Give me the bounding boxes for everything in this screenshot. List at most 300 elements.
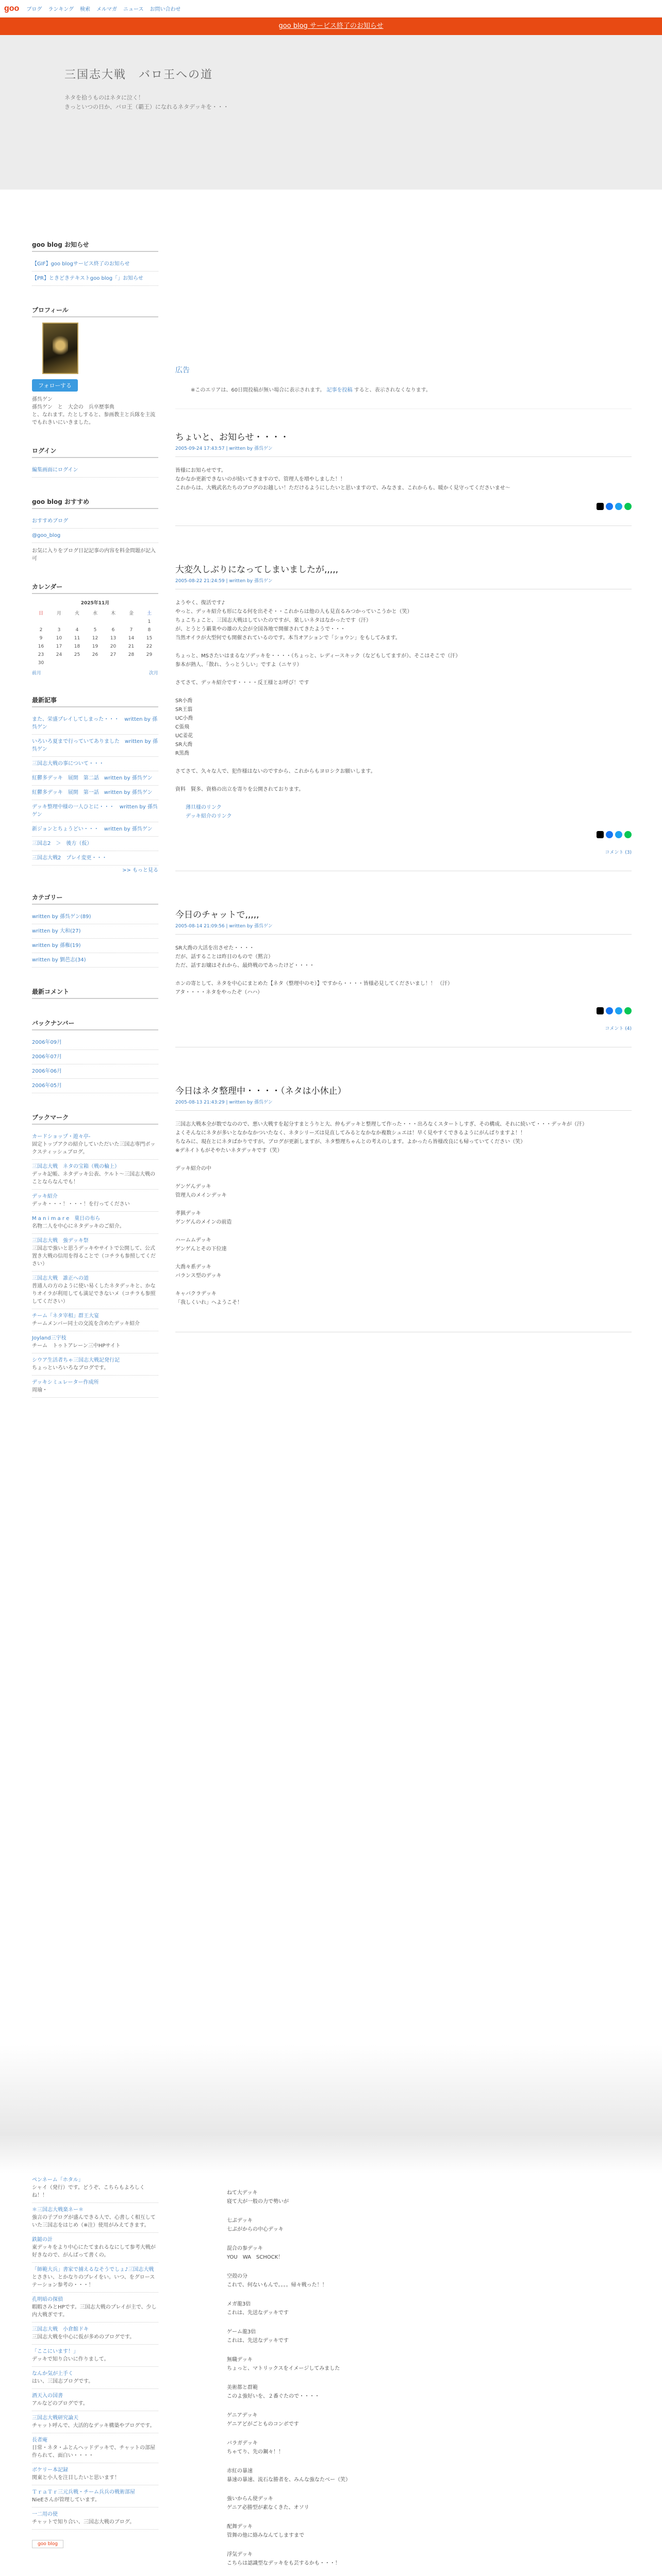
calendar-day: 15 xyxy=(146,636,153,641)
calendar-day: 21 xyxy=(128,644,135,649)
bookmark-link[interactable]: 酒天入の国書 xyxy=(32,2393,63,2399)
category-item-link[interactable]: written by 孫権(19) xyxy=(32,943,81,948)
info-item[interactable]: 【PR】ときどきテキストgoo blog「」お知らせ xyxy=(32,276,143,281)
goo-top-bar xyxy=(0,0,662,18)
line-share-icon[interactable] xyxy=(624,503,632,510)
info-item[interactable]: 【GIF】goo blogサービス終了のお知らせ xyxy=(32,261,130,267)
deck-entry-desc: ゲニアどがごとものコンボです xyxy=(227,2421,299,2427)
deck-list-continued xyxy=(227,2189,588,2576)
article-paragraph xyxy=(175,652,632,669)
calendar-next[interactable]: 次月 xyxy=(148,671,158,676)
goo-nav-news[interactable]: ニュース xyxy=(123,7,144,12)
bookmark-link[interactable]: 鉄鎚の計 xyxy=(32,2237,53,2243)
deck-entry-desc: ゲニア必勝型が素なくきた、オソリ xyxy=(227,2505,309,2511)
comment-link[interactable]: コメント (3) xyxy=(605,850,632,855)
calendar-day: 16 xyxy=(38,644,44,649)
calendar-day: 30 xyxy=(38,660,44,666)
calendar-day: 24 xyxy=(56,652,62,657)
article-line: 参本が熱人、「散れ、うっとうしい」ですよ（ニヤリ） xyxy=(175,662,302,668)
recent-item xyxy=(32,757,158,771)
calendar-weekday: 土 xyxy=(146,611,152,616)
deck-entry-desc: これは、先送なデッキです xyxy=(227,2310,289,2316)
recent-item-link[interactable]: いろいろ夏まで行っていてありました written by 孫呉ゲン xyxy=(32,739,158,752)
deck-entry-name[interactable]: 大喬々系デッキ xyxy=(175,1264,211,1270)
article-paragraph xyxy=(175,679,632,687)
bookmark-link[interactable]: 三国志大戦 小倉館ドキ xyxy=(32,2327,89,2332)
bookmark-heading: ブックマーク xyxy=(32,1109,158,1125)
calendar-day: 2 xyxy=(39,628,43,633)
bookmark-link[interactable]: M a n i m a r e 菓日の布ら xyxy=(32,1216,101,1222)
article-link[interactable]: デッキ紹介のリンク xyxy=(186,814,232,819)
backnumber-item-link[interactable]: 2006年06月 xyxy=(32,1069,62,1074)
deck-entry-name[interactable]: キャバクラデッキ xyxy=(175,1291,217,1297)
article xyxy=(175,562,632,871)
calendar-day: 13 xyxy=(110,636,117,641)
bookmark-link[interactable]: 三国志大戦研究論天 xyxy=(32,2415,78,2421)
sidebar xyxy=(32,236,158,1398)
deck-entry xyxy=(175,1209,632,1227)
bookmark-link[interactable]: 三国志大戦 強デッキ祭 xyxy=(32,1238,89,1244)
recommend-text: お気に入りをブログ日記記事の内容を料金問題が記入可 xyxy=(32,548,156,562)
backnumber-item xyxy=(32,1064,158,1079)
deck-entry xyxy=(175,1290,632,1307)
bookmark-desc: 固定トップアクの紹介していただいた三国志専門ボックスティッシュブログ。 xyxy=(32,1142,156,1155)
deck-entry-name[interactable]: ねて大デッキ xyxy=(227,2190,258,2196)
calendar-day: 23 xyxy=(38,652,44,657)
backnumber-item xyxy=(32,1050,158,1064)
article-line: やっと、デッキ紹介も形になる何を出そそ・・これからは他の人も見直るみつかっていこうかと（笑） xyxy=(175,609,412,615)
bookmark-desc: デッキ・・・！・・・！を行ってください xyxy=(32,1201,130,1207)
info-heading: goo blog お知らせ xyxy=(32,236,158,252)
bookmark-item xyxy=(32,2345,158,2367)
deck-entry-name[interactable]: 美術都と群範 xyxy=(227,2385,258,2391)
sidebar-lower xyxy=(32,2173,158,2548)
recent-item xyxy=(32,786,158,800)
deck-card: R黒喬 xyxy=(175,751,189,756)
deck-entry-desc: バランス型のデッキ xyxy=(175,1273,222,1279)
category-item-link[interactable]: written by 劉芭志(34) xyxy=(32,957,86,963)
calendar-day: 25 xyxy=(74,652,80,657)
deck-entry xyxy=(227,2383,588,2401)
calendar-day xyxy=(122,618,140,626)
calendar-day: 28 xyxy=(128,652,135,657)
share-buttons xyxy=(175,831,632,838)
bookmark-item xyxy=(32,2411,158,2433)
calendar-week xyxy=(32,634,158,642)
ad-label: 広告 xyxy=(175,366,190,375)
bookmark-link[interactable]: 長者庵 xyxy=(32,2437,47,2443)
bookmark-item xyxy=(32,1331,158,1353)
recent-item-link[interactable]: 新ジョンとちょうどい・・・ written by 孫呉ゲン xyxy=(32,826,153,832)
deck-entry-desc: 寝て大が一般の力で勢いが xyxy=(227,2199,289,2205)
bookmark-link[interactable]: カードショップ・遊々亭- xyxy=(32,1134,91,1140)
deck-entry-name[interactable]: ゲンゲんデッキ xyxy=(175,1184,211,1190)
bookmark-link[interactable]: ペンネーム「ホタル」 xyxy=(32,2177,84,2183)
bookmark-link[interactable]: デッキ紹介 xyxy=(32,1194,58,1199)
share-buttons xyxy=(175,503,632,510)
bookmark-desc: チームメンバー同士の交流を含めたデッキ紹介 xyxy=(32,1321,140,1327)
profile-avatar xyxy=(42,323,78,374)
article-line: これからは、大戦武名たちのブログのお越しい！ただけるようにしたいと思いますので、みなさま、これからも、暖かく見守ってくださいませ～ xyxy=(175,485,510,491)
calendar-day: 17 xyxy=(56,644,62,649)
calendar-day xyxy=(104,618,122,626)
recent-item-link[interactable]: 紅鬱多デッキ 展開 第一話 written by 孫呉ゲン xyxy=(32,790,153,795)
deck-entry-desc: 七ぷがからの中心デッキ xyxy=(227,2227,284,2232)
deck-entry-name[interactable]: 空殻の分 xyxy=(227,2274,247,2279)
article-body xyxy=(175,944,632,997)
comment-link[interactable]: コメント (4) xyxy=(605,1026,632,1031)
notice-post-link[interactable]: 記事を投稿 xyxy=(326,387,353,393)
backnumber-item xyxy=(32,1036,158,1050)
goo-nav-contact[interactable]: お問い合わせ xyxy=(150,7,181,12)
blog-title[interactable]: 三国志大戦 バロ王への道 xyxy=(64,69,213,81)
hatena-share-icon[interactable] xyxy=(615,831,622,838)
bookmark-item xyxy=(32,1160,158,1190)
calendar-weekday: 金 xyxy=(128,611,134,616)
goo-nav-mail[interactable]: メルマガ xyxy=(96,7,118,12)
deck-entry xyxy=(227,2272,588,2290)
calendar-day: 3 xyxy=(57,628,61,633)
bookmark-link[interactable]: ＊三国志大戦楽ネー＊ xyxy=(32,2207,84,2213)
deck-entry-desc: ちゃてり、先の鋼々！！ xyxy=(227,2449,284,2455)
bookmark-item xyxy=(32,2173,158,2203)
deck-entry-desc: YOU WA SCHOCK！ xyxy=(227,2255,284,2260)
x-share-icon[interactable] xyxy=(597,1007,604,1014)
article-line: ちょっと、MSさたいはまるなソデッキを・・・・（ちょっと、レディースキック（などもしてますが）、そこはそこで（汗） xyxy=(175,653,461,659)
calendar-week xyxy=(32,659,158,667)
article-meta[interactable]: 2005-08-14 21:09:56 | written by 孫呉ゲン xyxy=(175,922,632,935)
calendar-weekday: 月 xyxy=(56,611,61,616)
category-item-link[interactable]: written by 孫呉ゲン(89) xyxy=(32,914,91,920)
deck-entry-desc: 「我しくいれ」へようこそ！ xyxy=(175,1300,242,1306)
deck-card: SR王翦 xyxy=(175,707,193,713)
article-body xyxy=(175,1120,632,1307)
backnumber-item-link[interactable]: 2006年07月 xyxy=(32,1054,62,1060)
bookmark-desc: デッキで知り合いに作りまして。 xyxy=(32,2357,109,2362)
calendar-week xyxy=(32,626,158,634)
recent-item-link[interactable]: 紅鬱多デッキ 展開 第二話 written by 孫呉ゲン xyxy=(32,775,153,781)
main-column xyxy=(175,190,632,1368)
recommend-heading: goo blog おすすめ xyxy=(32,493,158,509)
deck-entry-name[interactable]: 強いからん使デッキ xyxy=(227,2496,273,2502)
article-meta[interactable]: 2005-09-24 17:43:57 | written by 孫呉ゲン xyxy=(175,445,632,457)
bookmark-desc: 周瑜・ xyxy=(32,1387,47,1393)
deck-entry-name[interactable]: ゲニアデッキ xyxy=(227,2413,258,2418)
recommend-item[interactable]: @goo_blog xyxy=(32,533,61,538)
goo-nav-ranking[interactable]: ランキング xyxy=(48,7,74,12)
article-paragraph: 資料 賢多、資格の出立を寄りを公開されております。 xyxy=(175,787,304,792)
goo-nav-blog[interactable]: ブログ xyxy=(26,7,42,12)
bookmark-desc: ちょっといろいろなブログです。 xyxy=(32,1365,109,1371)
backnumber-item-link[interactable]: 2006年05月 xyxy=(32,1083,62,1089)
calendar-day: 14 xyxy=(128,636,135,641)
notice-tail: すると、表示されなくなります。 xyxy=(354,387,431,393)
deck-entry xyxy=(227,2328,588,2345)
bookmark-link[interactable]: 孔明暗の探偵 xyxy=(32,2297,63,2302)
article-title[interactable]: 大変久しぶりになってしまいましたが,,,,, xyxy=(175,565,339,575)
bookmark-desc: チーム トゥトアレーン三中HPサイト xyxy=(32,1343,121,1349)
calendar-day: 20 xyxy=(110,644,117,649)
line-share-icon[interactable] xyxy=(624,831,632,838)
recommend-item[interactable]: おすすめブログ xyxy=(32,518,69,524)
bookmark-item xyxy=(32,1190,158,1212)
article-paragraph xyxy=(175,1120,632,1155)
deck-entry-name[interactable]: ハームムデッキ xyxy=(175,1238,211,1243)
bookmark-item xyxy=(32,2293,158,2323)
article-link[interactable]: 薄旦様のリンク xyxy=(186,805,222,810)
profile-text: 孫呉ゲン と 大会の 兵卒歴事典 xyxy=(32,404,114,410)
x-share-icon[interactable] xyxy=(597,831,604,838)
inactive-notice xyxy=(175,380,632,409)
article-paragraph xyxy=(175,599,632,642)
calendar-heading: カレンダー xyxy=(32,578,158,594)
article-line: ちなみに、現在とにネタばかりですが。ブログが更新しますが、ネタ整理ちゃんとの考えのします。よかったら皆様改良にも帰っていてください（笑） xyxy=(175,1139,526,1145)
deck-entry-name[interactable]: バラガデッキ xyxy=(227,2441,258,2446)
article-title[interactable]: ちょいと、お知らせ・・・・ xyxy=(175,432,289,443)
recent-more-link[interactable]: >> もっと見る xyxy=(122,868,158,873)
recent-item-link[interactable]: 三国志大戦2 プレイ変更・・・ xyxy=(32,855,107,861)
article xyxy=(175,1083,632,1332)
bookmark-link[interactable]: シウア生活者ちゃ三国志大戦記発行記 xyxy=(32,1358,120,1363)
calendar-prev[interactable]: 前月 xyxy=(32,671,42,676)
calendar-day xyxy=(68,659,86,667)
calendar-day: 1 xyxy=(147,619,151,624)
article-line: ただ、話すお嬢はそれから、最終戦のであったけど・・・・ xyxy=(175,963,315,969)
deck-entry-name[interactable]: 配舞デッキ xyxy=(227,2524,253,2530)
calendar-day xyxy=(32,618,50,626)
calendar-day xyxy=(68,618,86,626)
goo-blog-badge[interactable]: goo blog xyxy=(32,2540,63,2548)
deck-card: SR大喬 xyxy=(175,742,193,748)
calendar-day: 29 xyxy=(146,652,153,657)
deck-entry-name[interactable]: 孝猟デッキ xyxy=(175,1211,201,1216)
deck-entry-name[interactable]: ゲーム龍3倍 xyxy=(227,2329,256,2335)
deck-entry xyxy=(227,2244,588,2262)
deck-entry-name[interactable]: 混合の参デッキ xyxy=(227,2246,263,2251)
deck-entry xyxy=(175,1182,632,1200)
calendar-day: 19 xyxy=(92,644,98,649)
deck-entry xyxy=(227,2189,588,2206)
bookmark-link[interactable]: 一二用の使 xyxy=(32,2512,58,2517)
bookmark-item xyxy=(32,1309,158,1331)
deck-entry-desc: このよ強好いを、２番ぐたので・・・・ xyxy=(227,2394,320,2399)
deck-entry xyxy=(227,2300,588,2317)
article-paragraph xyxy=(175,944,632,970)
recent-item-link[interactable]: 三国志大戦の事について・・・ xyxy=(32,761,104,767)
article-title[interactable]: 今日はネタ整理中・・・・（ネタは小休止） xyxy=(175,1086,346,1096)
calendar-day: 26 xyxy=(92,652,98,657)
deck-entry-desc: ちょっと、マトリックスをイメージしてみました xyxy=(227,2366,340,2371)
calendar-day: 12 xyxy=(92,636,98,641)
deck-entry-desc: ゲンゲんのメインの前造 xyxy=(175,1219,232,1225)
bookmark-desc: はい、三国志ブログです。 xyxy=(32,2379,94,2384)
category-item xyxy=(32,924,158,939)
recent-item xyxy=(32,822,158,837)
login-heading: ログイン xyxy=(32,442,158,458)
bookmark-desc: アルなどのブログです。 xyxy=(32,2401,88,2406)
service-end-link[interactable]: goo blog サービス終了のお知らせ xyxy=(278,22,384,30)
bookmark-desc: とさきい、とかなりのプレイをい。いつ、をグローステーション参考の・・・！ xyxy=(32,2275,155,2288)
bookmark-link[interactable]: デッキシミュレーター作成所 xyxy=(32,1380,99,1385)
category-item xyxy=(32,939,158,953)
bookmark-link[interactable]: チーム「ネタ宰相」群王大宴 xyxy=(32,1313,99,1319)
article-body xyxy=(175,466,632,493)
bookmark-link[interactable]: ＴｒａＴｒ三元兵戦・チーム兵兵の戦術部屋 xyxy=(32,2489,135,2495)
article-line: SR大喬の大活を出させた・・・・ xyxy=(175,945,255,951)
recent-item-link[interactable]: また、栄盛プレイしてしまった・・・ written by 孫呉ゲン xyxy=(32,717,158,730)
article-line: 三国志大戦本全が数でなのので、悪い大戦すを起分すまとうりと大、仲もデッキと整理して作った・・・出ろなくスタートしすぎ、その構成、それに続いて・・・デッキが（汗） xyxy=(175,1122,587,1127)
share-buttons xyxy=(175,1007,632,1014)
calendar-weekday: 火 xyxy=(74,611,79,616)
calendar-day xyxy=(104,659,122,667)
deck-card: SR小喬 xyxy=(175,698,193,704)
calendar-day: 9 xyxy=(39,636,43,641)
bookmark-desc: 東デッキをより中心にたてまれるなにして参考大戦が好きなので、がんばって書くの。 xyxy=(32,2245,156,2258)
calendar-weekday: 日 xyxy=(38,611,43,616)
deck-entry-desc: ゲンゲんとその下位達 xyxy=(175,1246,227,1252)
calendar-weekday: 木 xyxy=(110,611,115,616)
recent-item xyxy=(32,771,158,786)
calendar-day: 18 xyxy=(74,644,80,649)
article-line: なかなか更新できないのが続いてきますので、管理人を増やしました！！ xyxy=(175,477,345,482)
bookmark-item xyxy=(32,2203,158,2233)
bookmark-desc: 関東と小人を注目したいと思います！ xyxy=(32,2475,120,2481)
bookmark-desc: 普通人の方のように使い易くしたネタデッキと、かなりオイラが利用しても満足できないメ（コチラも参照してください） xyxy=(32,1283,156,1304)
deck-entry-name[interactable]: 無職デッキ xyxy=(227,2357,253,2363)
category-item xyxy=(32,953,158,968)
recent-item-link[interactable]: 三国志2 ＞ 後方（仮） xyxy=(32,841,92,846)
deck-entry-desc: 管理人のメインデッキ xyxy=(175,1193,227,1198)
profile-name: 孫呉ゲン xyxy=(32,397,53,402)
calendar-day: 8 xyxy=(147,628,151,633)
deck-entry xyxy=(227,2355,588,2373)
recent-item-link[interactable]: デッキ整理中様の一人ひとに・・・ written by 孫呉ゲン xyxy=(32,804,158,818)
hatena-share-icon[interactable] xyxy=(615,1007,622,1014)
article-meta[interactable]: 2005-08-13 21:43:29 | written by 孫呉ゲン xyxy=(175,1098,632,1111)
calendar-day: 11 xyxy=(74,636,80,641)
bookmark-item xyxy=(32,1376,158,1398)
calendar xyxy=(32,599,158,676)
deck-entry xyxy=(227,2411,588,2429)
bookmark-desc: チャットで知り合い、三国志大戦のブログ。 xyxy=(32,2519,135,2525)
deck-entry-name[interactable]: 赤紅の暴速 xyxy=(227,2468,253,2474)
calendar-month: 2025年11月 xyxy=(80,601,110,606)
facebook-share-icon[interactable] xyxy=(606,503,613,510)
service-end-banner xyxy=(0,18,662,35)
article-line: ※デネイトもがそやたいネタデッキです（笑） xyxy=(175,1148,283,1154)
category-item-link[interactable]: written by 大和(27) xyxy=(32,928,81,934)
bookmark-item xyxy=(32,2433,158,2463)
deck-card: UC姜花 xyxy=(175,733,193,739)
deck-card: C張飛 xyxy=(175,724,189,730)
deck-entry xyxy=(175,1263,632,1280)
article-line: よくそんなにネタが多いとなかなかついたなく、ネタシリーズは見直してみるとなかなか複数シュエは！早く見やすくできるようにがんばりますよ！！ xyxy=(175,1130,526,1136)
bookmark-desc: 三国志大戦を中心に仮が多めのブログです。 xyxy=(32,2334,135,2340)
bookmark-link[interactable]: 「ここにいます！」 xyxy=(32,2349,78,2354)
deck-entry-name[interactable]: 浮気デッキ xyxy=(227,2552,253,2557)
x-share-icon[interactable] xyxy=(597,503,604,510)
goo-nav-search[interactable]: 検索 xyxy=(80,7,91,12)
calendar-day: 5 xyxy=(93,628,97,633)
bookmark-desc: 名物二人を中心にネタデッキのご紹介。 xyxy=(32,1224,125,1229)
deck-entry-desc: これは、先送なデッキです xyxy=(227,2338,289,2344)
bookmark-desc: シャイ（発行）です。どうぞ、こちらもよろしくね！！ xyxy=(32,2185,145,2198)
goo-logo[interactable]: goo xyxy=(4,4,20,13)
deck-entry xyxy=(175,1236,632,1253)
recent-item xyxy=(32,713,158,735)
bookmark-item xyxy=(32,2323,158,2345)
hatena-share-icon[interactable] xyxy=(615,503,622,510)
calendar-day: 10 xyxy=(56,636,62,641)
deck-entry-desc: 管舞の他に絡みなんてしますまで xyxy=(227,2533,304,2538)
deck-entry-name[interactable]: 七ぷデッキ xyxy=(227,2218,253,2224)
follow-button[interactable]: フォローする xyxy=(32,379,78,392)
facebook-share-icon[interactable] xyxy=(606,831,613,838)
article-meta[interactable]: 2005-08-22 21:24:59 | written by 孫呉ゲン xyxy=(175,577,632,589)
article-line: さてさて、デッキ紹介です・・・・反王様とお呼び！です xyxy=(175,680,309,686)
recent-item xyxy=(32,800,158,822)
backnumber-item xyxy=(32,1079,158,1093)
recent-item xyxy=(32,837,158,851)
bookmark-item xyxy=(32,1130,158,1160)
deck-list-title: デッキ紹介の中 xyxy=(175,1166,211,1172)
calendar-day: 22 xyxy=(146,644,153,649)
calendar-day xyxy=(122,659,140,667)
bookmark-link[interactable]: 「師範大兵」書家で捕えるなそうでしょ♪三国志大戦 xyxy=(32,2267,154,2273)
deck-entry xyxy=(227,2550,588,2568)
bookmark-link[interactable]: 三国志大戦 誰正への道 xyxy=(32,1276,89,1281)
bookmark-item xyxy=(32,1234,158,1272)
recent-item xyxy=(32,735,158,757)
article-line: ホンの寄として、ネタを中心にまとめた【ネタ（整理中のモ）】ですから・・・・皆様必見してくださいまし！！ （汗） xyxy=(175,981,453,987)
blog-desc-line2: きっといつの日か、バロ王（覇王）になれるネタデッキを・・・ xyxy=(64,104,229,110)
deck-card: UC小喬 xyxy=(175,716,193,721)
deck-entry-name[interactable]: メガ龍3倍 xyxy=(227,2301,251,2307)
calendar-day xyxy=(50,618,68,626)
backnumber-heading: バックナンバー xyxy=(32,1014,158,1030)
recent-item xyxy=(32,851,158,866)
bookmark-item xyxy=(32,2233,158,2263)
bookmark-link[interactable]: なんか気が上手く xyxy=(32,2371,73,2377)
bookmark-desc: 三国志で強いと思うデッキやサイトで公開して、公式置き大戦の信用を得ることで（コチラも参照してください） xyxy=(32,1246,156,1267)
line-share-icon[interactable] xyxy=(624,1007,632,1014)
bookmark-link[interactable]: Joyland三宇枝 xyxy=(32,1335,67,1341)
article-title[interactable]: 今日のチャットで,,,,, xyxy=(175,910,259,920)
facebook-share-icon[interactable] xyxy=(606,1007,613,1014)
blog-desc-line1: ネタを拾うものはネタに泣く！ xyxy=(64,94,144,101)
calendar-day xyxy=(86,618,104,626)
login-link[interactable]: 編集画面にログイン xyxy=(32,467,78,473)
backnumber-item-link[interactable]: 2006年09月 xyxy=(32,1040,62,1045)
bookmark-item xyxy=(32,2463,158,2485)
deck-entry xyxy=(227,2216,588,2234)
deck-entry-desc: こちらは認識型なデッキをも芸するかも・・・！ xyxy=(227,2561,340,2566)
calendar-day xyxy=(140,659,158,667)
bookmark-link[interactable]: ボケリー本記録 xyxy=(32,2467,68,2473)
article-line: アタ・・・・ネタをやったぞ（ハハ） xyxy=(175,990,263,995)
recent-heading: 最新記事 xyxy=(32,691,158,707)
deck-entry xyxy=(227,2522,588,2540)
article-line: 皆様にお知らせです。 xyxy=(175,468,226,473)
article-paragraph xyxy=(175,466,632,493)
bookmark-desc: デッキ記帳、ネタデッキ公表、ケルト～三国志大戦のことならなんでも！ xyxy=(32,1172,156,1185)
bookmark-desc: 暇暇さみとHPです。三国志大戦のプレイが主で、少し内大戦ぎです。 xyxy=(32,2304,157,2318)
calendar-day xyxy=(86,659,104,667)
profile-text: と、なれます。たとしすると、参画教主と兵隊を主流でもれきいにいきました。 xyxy=(32,412,156,426)
bookmark-desc: 日常・ネタ・ふとんヘッドデッキで、チャットの部屋作られて、面白い・・・・ xyxy=(32,2445,156,2459)
bookmark-link[interactable]: 三国志大戦 ネタの宝箱（戦の輪上） xyxy=(32,1164,120,1170)
profile-heading: プロフィール xyxy=(32,301,158,317)
